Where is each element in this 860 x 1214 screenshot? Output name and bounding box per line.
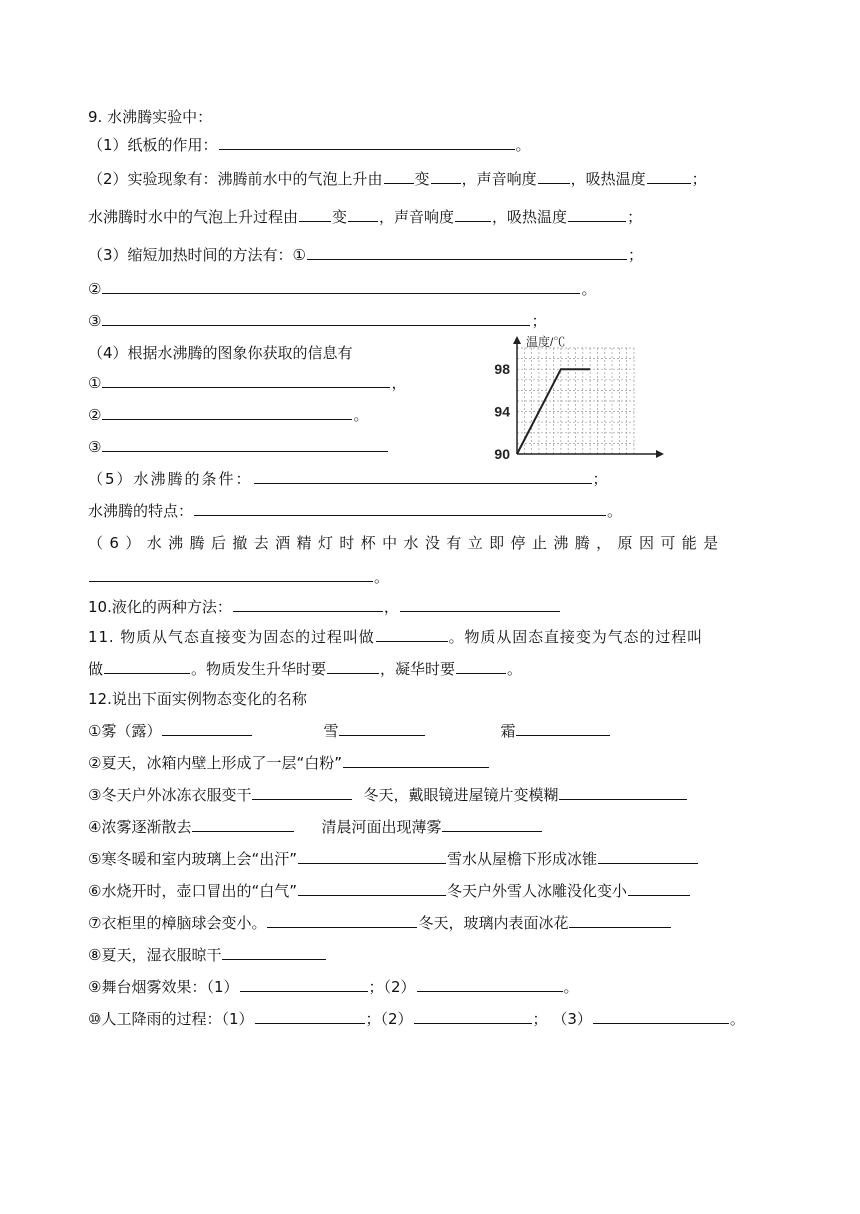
y-tick-label: 94 [494,403,510,420]
q9-part4-1: ① ， [88,374,407,392]
q9-part4: （4）根据水沸腾的图象你获取的信息有 [88,344,353,362]
answer-blank[interactable] [192,816,294,832]
q12-row3: ③冬天户外冰冻衣服变干 冬天，戴眼镜进屋镜片变模糊 [88,784,688,806]
answer-blank[interactable] [628,880,690,896]
answer-blank[interactable] [647,168,691,184]
answer-blank[interactable] [455,206,491,222]
x-axis-arrow-icon [656,450,664,458]
answer-blank[interactable] [102,372,390,388]
q12-row4: ④浓雾逐渐散去 清晨河面出现薄雾 [88,816,543,838]
answer-blank[interactable] [414,1008,532,1024]
answer-blank[interactable] [255,1008,365,1024]
answer-blank[interactable] [598,848,698,864]
q11-line2: 做 。物质发生升华时要 ，凝华时要 。 [88,660,523,678]
q12-row5: ⑤寒冬暖和室内玻璃上会“出汗” 雪水从屋檐下形成冰锥 [88,848,699,870]
boiling-temperature-chart [484,334,666,462]
answer-blank[interactable] [339,720,425,736]
answer-blank[interactable] [431,168,461,184]
answer-blank[interactable] [593,1008,729,1024]
answer-blank[interactable] [102,436,388,452]
answer-blank[interactable] [327,658,379,674]
q9-part3-3: ③ ； [88,312,547,330]
answer-blank[interactable] [343,752,489,768]
answer-blank[interactable] [298,880,446,896]
q9-part3-2: ② 。 [88,280,597,298]
q9-part4-2: ② 。 [88,406,369,424]
answer-blank[interactable] [233,596,383,612]
answer-blank[interactable] [538,168,570,184]
answer-blank[interactable] [219,134,515,150]
q11-line1: 11. 物质从气态直接变为固态的过程叫做 。物质从固态直接变为气态的过程叫 [88,628,704,646]
q9-part2: （2）实验现象有：沸腾前水中的气泡上升由 变 ，声音响度 ，吸热温度 ； [88,170,707,188]
y-axis-arrow-icon [513,336,521,344]
answer-blank[interactable] [104,658,190,674]
q12-row2: ②夏天，冰箱内壁上形成了一层“白粉” [88,752,490,774]
y-tick-label: 98 [494,361,510,378]
answer-blank[interactable] [516,720,610,736]
q12-row8: ⑧夏天，湿衣服晾干 [88,944,327,966]
q10: 10.液化的两种方法： ， [88,596,561,618]
q12-row9: ⑨舞台烟雾效果：（1） ；（2） 。 [88,978,579,996]
q9-part5: （5）水沸腾的条件： ； [88,470,608,488]
answer-blank[interactable] [89,566,373,582]
answer-blank[interactable] [102,310,530,326]
answer-blank[interactable] [384,168,414,184]
q12-row1: ①雾（露） 雪 霜 [88,720,611,742]
q12-row6: ⑥水烧开时，壶口冒出的“白气” 冬天户外雪人冰雕没化变小 [88,880,691,902]
y-tick-label: 90 [494,446,510,462]
answer-blank[interactable] [376,626,448,642]
answer-blank[interactable] [267,912,417,928]
answer-blank[interactable] [298,848,446,864]
answer-blank[interactable] [162,720,252,736]
answer-blank[interactable] [299,206,331,222]
q9-part3: （3）缩短加热时间的方法有：① ； [88,246,644,264]
answer-blank[interactable] [348,206,378,222]
q9-part6b: 。 [88,566,389,588]
answer-blank[interactable] [307,244,627,260]
q9-part6: （6）水沸腾后撤去酒精灯时杯中水没有立即停止沸腾，原因可能是 [88,534,725,552]
q12-row7: ⑦衣柜里的樟脑球会变小。 冬天，玻璃内表面冰花 [88,912,672,934]
answer-blank[interactable] [569,912,671,928]
q9-part2b: 水沸腾时水中的气泡上升过程由 变 ，声音响度 ，吸热温度 ； [88,208,643,226]
q12-row10: ⑩人工降雨的过程：（1） ；（2） ； （3） 。 [88,1010,745,1028]
answer-blank[interactable] [568,206,626,222]
answer-blank[interactable] [222,944,326,960]
answer-blank[interactable] [400,596,560,612]
answer-blank[interactable] [456,658,506,674]
y-axis-label: 温度/℃ [526,335,566,349]
answer-blank[interactable] [240,976,368,992]
answer-blank[interactable] [417,976,563,992]
q9-part5b: 水沸腾的特点： 。 [88,502,623,520]
answer-blank[interactable] [102,278,580,294]
q9-title: 9. 水沸腾实验中： [88,108,213,126]
q9-part4-3: ③ [88,436,389,458]
answer-blank[interactable] [442,816,542,832]
answer-blank[interactable] [194,500,606,516]
q12-title: 12.说出下面实例物态变化的名称 [88,690,307,708]
answer-blank[interactable] [559,784,687,800]
answer-blank[interactable] [252,784,352,800]
q9-part1: （1）纸板的作用： 。 [88,136,531,154]
answer-blank[interactable] [254,468,592,484]
answer-blank[interactable] [102,404,352,420]
chart-grid [517,348,634,454]
